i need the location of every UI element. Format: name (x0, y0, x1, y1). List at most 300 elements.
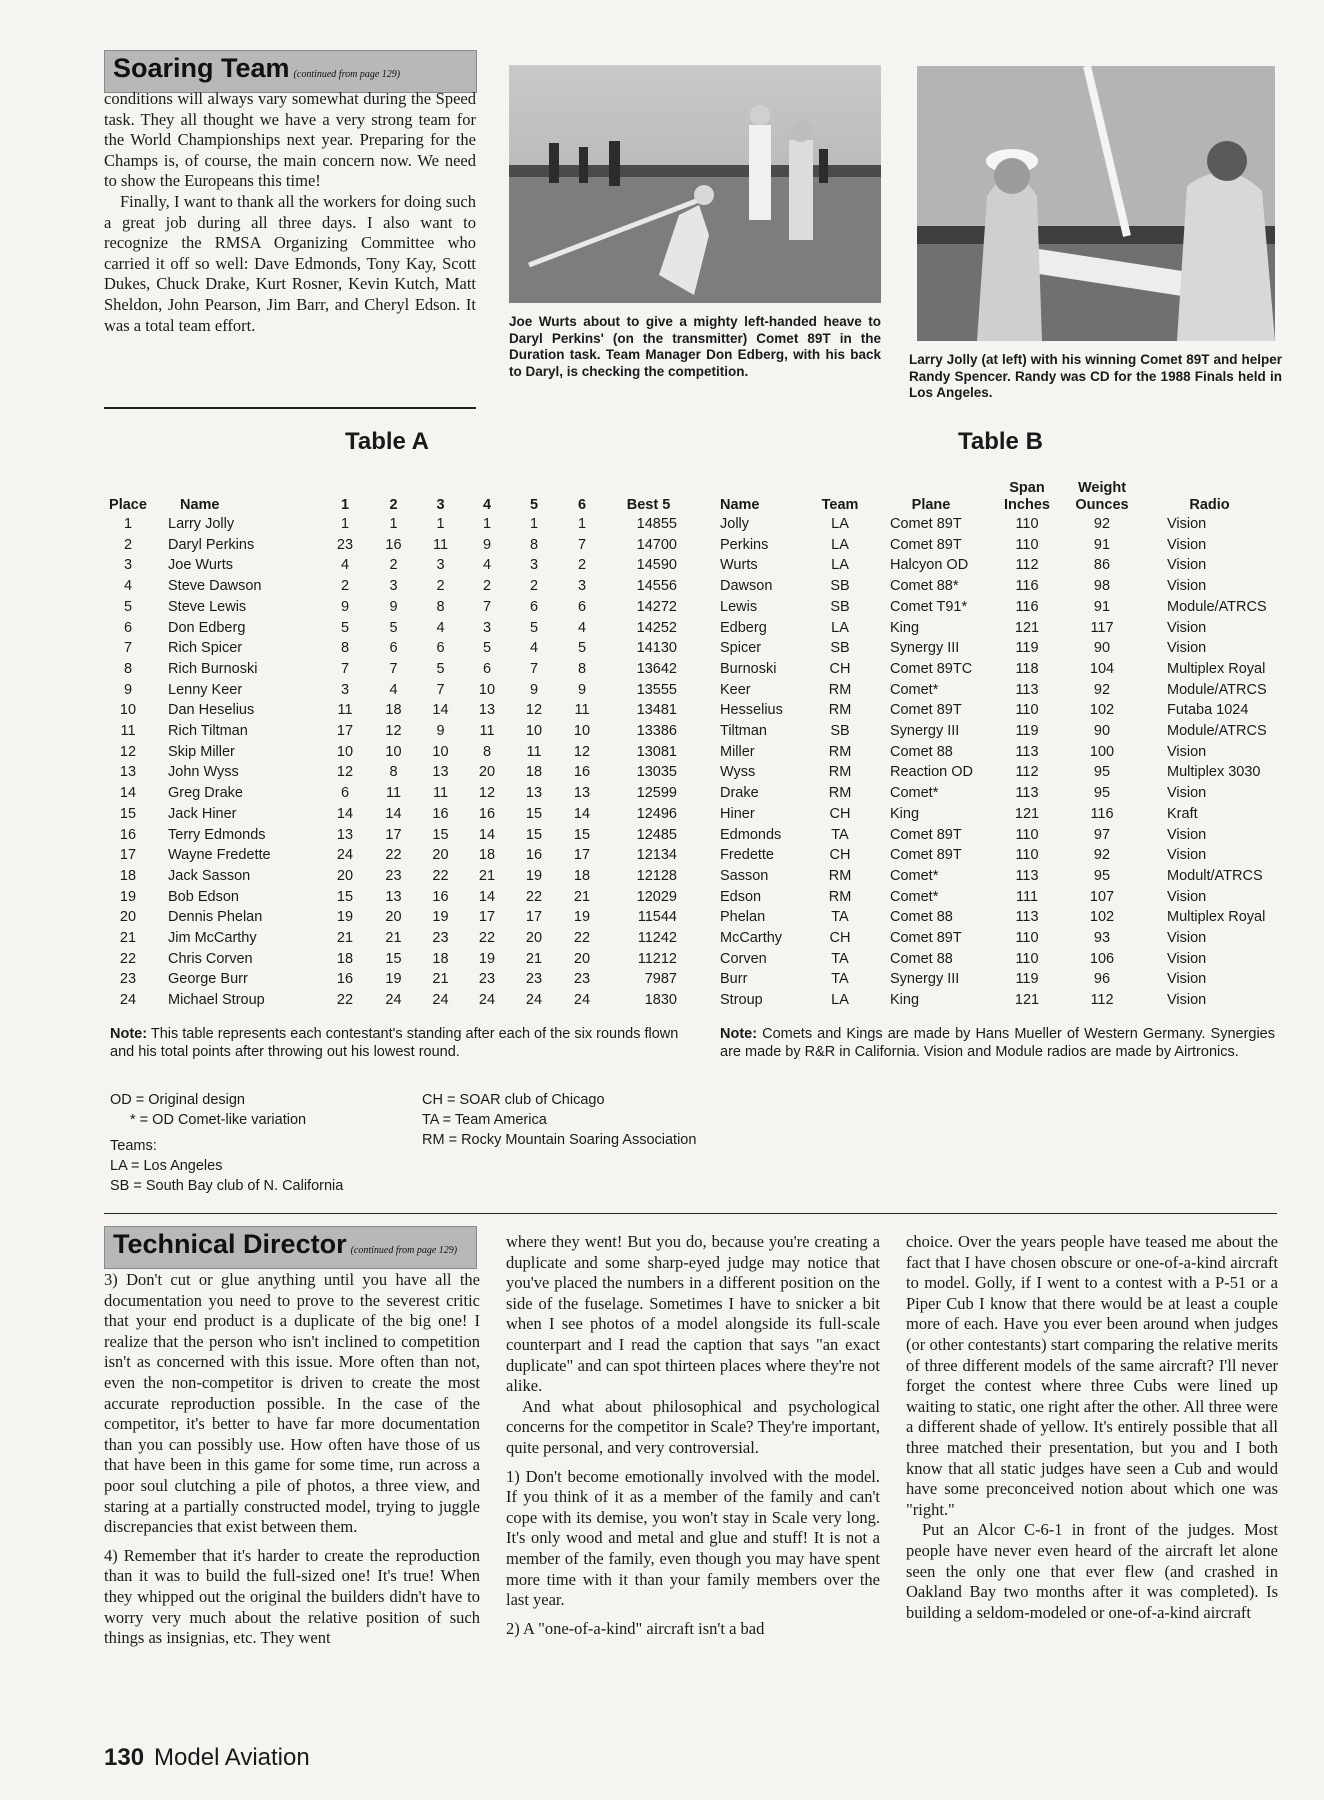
table-cell: Burr (720, 971, 748, 988)
paragraph: choice. Over the years people have teased me about the fact that I have chosen obscure or one-of-a-kind aircraft to model. Golly, if I went to a contest with a P-51 or a Piper Cub I know that there would be at least a couple more of each. Have you ever been around when judges (or other contestants) start comparing the relative merits of three different models of the same aircraft? I'll never forget the contest where three Cubs were lined up waiting to static, one right after the other. All three were a different shade of yellow. It's entirely possible that all three matched their presentation, but you and I both know that all static judges have seen a Cub and would have some preconceived notion about which one was "right." (906, 1232, 1278, 1519)
table-a-row (106, 638, 691, 659)
technical-column-3 (906, 1232, 1278, 1623)
table-cell: 116 (1015, 598, 1039, 615)
table-cell: 12 (336, 764, 354, 781)
page-number: 130 (104, 1744, 145, 1771)
table-cell: 19 (336, 909, 354, 926)
table-cell: 113 (1015, 867, 1039, 884)
table-cell: 13555 (636, 681, 677, 698)
table-cell: Vision (1167, 930, 1207, 947)
table-a-row (106, 680, 691, 701)
table-cell: LA (831, 619, 849, 636)
table-cell: 92 (1093, 847, 1111, 864)
table-cell: Comet 89T (890, 536, 962, 553)
table-cell: Perkins (720, 536, 769, 553)
table-cell: 1 (123, 516, 133, 532)
table-cell: 11544 (637, 909, 677, 926)
table-cell: 11242 (637, 930, 677, 947)
table-cell: LA (831, 516, 849, 532)
table-cell: 17 (385, 826, 402, 843)
table-cell: Hesselius (720, 702, 783, 719)
table-cell: CH (829, 660, 851, 677)
table-cell: George Burr (168, 971, 248, 988)
table-cell: 107 (1089, 888, 1115, 905)
table-cell: 20 (525, 930, 543, 947)
table-cell: 14 (573, 805, 591, 822)
table-cell: 95 (1093, 785, 1111, 802)
table-a-row (106, 659, 691, 680)
table-cell: 24 (478, 992, 496, 1009)
table-cell: 106 (1089, 950, 1115, 967)
table-cell: 19 (525, 867, 543, 884)
table-cell: 20 (336, 867, 354, 884)
table-cell: Comet* (890, 867, 939, 884)
paragraph: 3) Don't cut or glue anything until you have all the documentation you need to prove to the severest critic that your end product is a duplicate of the big one! I realize that the person who isn't inclined to competition isn't as concerned with this issue. More often than not, even the non-competitor is driven to create the most accurate reproduction possible. In the case of the competitor, it's better to have far more documentation than you can possibly use. How often have those of us that have been in this game for some time, run across a poor soul clutching a pile of photos, a three view, and staring at a partially constructed model, trying to juggle discrepancies that exist between them. (104, 1270, 480, 1537)
table-cell: Hiner (720, 805, 755, 822)
legend-entry: RM = Rocky Mountain Soaring Association (422, 1132, 697, 1148)
table-cell: 15 (432, 826, 449, 843)
col-header: 6 (577, 497, 587, 513)
table-b-row (715, 535, 1277, 556)
table-cell: 1830 (644, 992, 677, 1009)
table-b-row (715, 949, 1277, 970)
paragraph: conditions will always vary somewhat during the Speed task. They all thought we have a very strong team for the World Championships next year. Preparing for the Champs is, of course, the main concern now. We need to show the Europeans this time! (104, 89, 476, 191)
table-cell: 11 (574, 702, 590, 719)
table-cell: Comet 89T (890, 930, 962, 947)
table-a-row (106, 990, 691, 1011)
table-a-header-row (106, 462, 691, 514)
table-a-row (106, 700, 691, 721)
table-cell: Vision (1167, 640, 1207, 657)
table-b-row (715, 969, 1277, 990)
table-b (715, 462, 1277, 1011)
table-cell: 7 (529, 660, 539, 677)
table-cell: 12128 (636, 867, 677, 884)
table-cell: 6 (436, 640, 445, 657)
table-cell: McCarthy (720, 930, 783, 947)
table-cell: 20 (573, 950, 591, 967)
table-a-row (106, 928, 691, 949)
table-cell: 7 (577, 536, 587, 553)
table-cell: 7 (123, 640, 133, 657)
table-cell: 112 (1015, 557, 1039, 574)
table-cell: 18 (119, 867, 137, 884)
legend-entry: SB = South Bay club of N. California (110, 1178, 344, 1194)
table-cell: 7 (436, 681, 445, 698)
table-cell: TA (831, 826, 849, 843)
table-cell: 5 (529, 619, 539, 636)
table-cell: 13 (385, 888, 402, 905)
table-cell: Fredette (720, 847, 774, 864)
table-cell: Vision (1167, 785, 1207, 802)
table-cell: 24 (336, 847, 354, 864)
table-cell: 14130 (636, 640, 677, 657)
table-cell: 15 (385, 950, 402, 967)
table-b-header-row (715, 462, 1277, 514)
table-cell: 90 (1093, 640, 1111, 657)
table-cell: 2 (436, 578, 445, 595)
table-cell: TA (831, 909, 849, 926)
col-header: Team (821, 497, 859, 513)
table-cell: 23 (525, 971, 543, 988)
table-cell: 13035 (636, 764, 677, 781)
table-cell: Daryl Perkins (168, 536, 255, 553)
table-cell: 10 (385, 743, 402, 760)
table-cell: 121 (1014, 992, 1040, 1009)
table-cell: 110 (1015, 826, 1039, 843)
table-cell: RM (828, 743, 852, 760)
table-a-row (106, 618, 691, 639)
table-cell: 8 (123, 660, 133, 677)
table-cell: 14556 (636, 578, 677, 595)
table-a-row (106, 887, 691, 908)
table-b-row (715, 804, 1277, 825)
table-cell: RM (828, 702, 852, 719)
table-cell: 3 (482, 619, 492, 636)
table-cell: 8 (389, 764, 398, 781)
table-b-row (715, 990, 1277, 1011)
table-cell: King (890, 805, 920, 822)
table-cell: 16 (385, 536, 402, 553)
table-cell: Dan Heselius (168, 702, 255, 719)
table-b-row (715, 514, 1277, 535)
col-header: Radio (1189, 497, 1230, 513)
col-header: Weight Ounces (1075, 480, 1129, 513)
col-header: Best 5 (626, 497, 671, 513)
table-cell: Kraft (1167, 805, 1198, 822)
table-cell: 2 (482, 578, 492, 595)
table-cell: LA (831, 536, 849, 553)
table-cell: 9 (389, 598, 398, 615)
note-label: Note: (720, 1026, 758, 1042)
table-cell: 13 (525, 785, 543, 802)
col-header: Span Inches (1004, 480, 1050, 513)
table-cell: 22 (119, 950, 137, 967)
table-cell: 18 (336, 950, 354, 967)
table-cell: 91 (1093, 598, 1111, 615)
table-cell: Module/ATRCS (1167, 598, 1267, 615)
table-cell: Edmonds (720, 826, 782, 843)
table-cell: 14590 (636, 557, 677, 574)
table-cell: 116 (1015, 578, 1039, 595)
photo-image (917, 66, 1275, 341)
paragraph: Put an Alcor C-6-1 in front of the judges. Most people have never even heard of the aircraft let alone seen the only one that ever flew (and crashed in Oakland Bay two months after it was completed). Is building a seldom-modeled or one-of-a-kind aircraft (906, 1520, 1278, 1622)
table-cell: 13 (432, 764, 449, 781)
table-cell: Lenny Keer (168, 681, 243, 698)
table-a-row (106, 576, 691, 597)
table-cell: 24 (573, 992, 591, 1009)
col-header: Plane (911, 497, 951, 513)
table-cell: 5 (577, 640, 587, 657)
table-cell: 21 (119, 930, 137, 947)
table-cell: 4 (123, 578, 133, 595)
table-b-row (715, 742, 1277, 763)
table-cell: 10 (478, 681, 496, 698)
table-cell: 14252 (636, 619, 677, 636)
table-cell: 5 (482, 640, 492, 657)
table-cell: RM (828, 888, 852, 905)
table-a-row (106, 907, 691, 928)
table-cell: 93 (1093, 930, 1111, 947)
table-cell: Joe Wurts (168, 557, 234, 574)
table-cell: LA (831, 992, 849, 1009)
table-a-row (106, 949, 691, 970)
table-cell: 24 (119, 992, 137, 1009)
table-cell: 7 (389, 660, 398, 677)
table-cell: 90 (1093, 723, 1111, 740)
technical-director-title: Technical Director (113, 1229, 347, 1259)
table-cell: 11 (479, 723, 495, 740)
table-cell: 112 (1015, 764, 1039, 781)
table-cell: 24 (525, 992, 543, 1009)
table-cell: 3 (529, 557, 539, 574)
legend-entry: * = OD Comet-like variation (130, 1112, 307, 1128)
legend-entry: Teams: (110, 1138, 157, 1154)
table-cell: Dawson (720, 578, 773, 595)
table-b-row (715, 783, 1277, 804)
table-cell: 24 (385, 992, 402, 1009)
table-cell: Lewis (720, 598, 758, 615)
table-a-row (106, 721, 691, 742)
note-text: This table represents each contestant's standing after each of the six rounds flown and his total points after throwing out his lowest round. (110, 1026, 679, 1060)
table-cell: 7 (340, 660, 350, 677)
table-b-row (715, 887, 1277, 908)
table-cell: 1 (389, 516, 398, 532)
table-cell: 16 (432, 805, 449, 822)
legend-entry: LA = Los Angeles (110, 1158, 223, 1174)
col-header: Place (109, 497, 147, 513)
table-cell: Wurts (720, 557, 758, 574)
table-cell: 20 (432, 847, 449, 864)
table-cell: 10 (336, 743, 354, 760)
table-cell: 2 (529, 578, 539, 595)
table-cell: Multiplex Royal (1167, 909, 1266, 926)
table-cell: 1 (436, 516, 445, 532)
table-cell: 22 (385, 847, 402, 864)
note-text: Comets and Kings are made by Hans Mueller of Western Germany. Synergies are made by R&R in California. Vision and Module radios are made by Airtronics. (720, 1026, 1276, 1060)
table-cell: 10 (525, 723, 543, 740)
table-cell: Jolly (720, 516, 750, 532)
table-cell: 13481 (636, 702, 677, 719)
table-cell: 92 (1093, 681, 1111, 698)
paragraph: 2) A "one-of-a-kind" aircraft isn't a bad (506, 1618, 765, 1638)
table-cell: 18 (478, 847, 496, 864)
table-cell: 3 (340, 681, 350, 698)
table-cell: 14272 (636, 598, 677, 615)
table-cell: 16 (478, 805, 496, 822)
table-cell: 24 (432, 992, 449, 1009)
table-cell: 14 (432, 702, 449, 719)
table-cell: Vision (1167, 619, 1207, 636)
table-cell: 19 (573, 909, 591, 926)
table-cell: 23 (336, 536, 354, 553)
table-a-row (106, 742, 691, 763)
table-cell: 19 (385, 971, 402, 988)
table-cell: 22 (525, 888, 543, 905)
table-cell: 12 (573, 743, 591, 760)
table-cell: 11212 (637, 950, 677, 967)
table-b-row (715, 825, 1277, 846)
continued-note: (continued from page 129) (350, 1245, 458, 1256)
table-cell: 113 (1015, 743, 1039, 760)
table-cell: 20 (119, 909, 137, 926)
table-b-row (715, 845, 1277, 866)
table-cell: 18 (525, 764, 543, 781)
table-cell: 10 (432, 743, 449, 760)
table-cell: Module/ATRCS (1167, 681, 1267, 698)
table-cell: 13 (478, 702, 496, 719)
table-cell: 21 (432, 971, 449, 988)
table-cell: LA (831, 557, 849, 574)
table-cell: 91 (1093, 536, 1111, 553)
table-cell: 16 (336, 971, 354, 988)
table-cell: 18 (432, 950, 449, 967)
table-cell: 17 (573, 847, 591, 864)
table-cell: 104 (1089, 660, 1115, 677)
table-cell: 4 (482, 557, 492, 574)
table-cell: Comet T91* (890, 598, 968, 615)
continued-note: (continued from page 129) (293, 69, 401, 80)
table-a-note (110, 1025, 680, 1061)
table-b-row (715, 597, 1277, 618)
table-cell: 12 (385, 723, 402, 740)
table-cell: 17 (478, 909, 496, 926)
table-cell: Corven (720, 950, 767, 967)
table-cell: 22 (336, 992, 354, 1009)
table-cell: 15 (336, 888, 354, 905)
table-cell: King (890, 619, 920, 636)
table-a-row (106, 969, 691, 990)
table-cell: 22 (573, 930, 591, 947)
table-cell: SB (830, 578, 850, 595)
paragraph: 4) Remember that it's harder to create the reproduction than it was to build the full-sized one! It's true! When they whipped out the original the builders didn't have to worry very much about the relative position of such things as insignias, etc. They went (104, 1545, 480, 1648)
table-cell: 4 (577, 619, 587, 636)
col-header: 2 (389, 497, 398, 513)
table-cell: 2 (389, 557, 398, 574)
table-cell: 112 (1090, 992, 1114, 1009)
table-cell: 102 (1089, 702, 1115, 719)
table-cell: 14 (478, 888, 496, 905)
table-cell: 11 (526, 743, 542, 760)
table-cell: 113 (1015, 681, 1039, 698)
table-cell: 14 (478, 826, 496, 843)
col-header: 4 (482, 497, 492, 513)
table-cell: SB (830, 723, 850, 740)
table-b-row (715, 618, 1277, 639)
table-cell: 12 (525, 702, 543, 719)
table-b-title: Table B (958, 428, 1043, 455)
table-cell: 118 (1015, 660, 1039, 677)
table-b-row (715, 659, 1277, 680)
table-cell: Jim McCarthy (168, 930, 257, 947)
table-cell: Comet* (890, 888, 939, 905)
table-cell: Comet 88 (890, 743, 953, 760)
table-cell: Miller (720, 743, 755, 760)
table-cell: 8 (529, 536, 539, 553)
table-cell: 15 (525, 805, 543, 822)
table-cell: 15 (525, 826, 543, 843)
table-cell: 9 (482, 536, 492, 553)
table-cell: Steve Dawson (168, 578, 262, 595)
table-cell: 12029 (636, 888, 677, 905)
technical-column-1 (104, 1270, 480, 1649)
table-cell: 9 (340, 598, 350, 615)
table-cell: SB (830, 640, 850, 657)
paragraph: where they went! But you do, because you're creating a duplicate and some sharp-eyed judge may notice that you've placed the numbers in a different position on the side of the fuselage. Sometimes I have to snicker a bit when I see photos of a model alongside its full-scale counterpart and I read the caption that says "an exact duplicate" and can spot thirteen places where they're not alike. (506, 1232, 880, 1396)
table-cell: 22 (478, 930, 496, 947)
table-cell: Vision (1167, 971, 1207, 988)
table-cell: Bob Edson (168, 888, 239, 905)
table-cell: RM (828, 764, 852, 781)
soaring-team-title: Soaring Team (113, 53, 290, 83)
table-cell: Synergy III (890, 723, 960, 740)
section-divider (104, 1213, 1277, 1214)
table-cell: 20 (478, 764, 496, 781)
table-cell: CH (829, 847, 851, 864)
table-cell: 113 (1015, 785, 1039, 802)
table-cell: 11 (385, 785, 402, 802)
table-cell: 7987 (644, 971, 677, 988)
table-cell: Module/ATRCS (1167, 723, 1267, 740)
table-cell: 95 (1093, 867, 1111, 884)
table-cell: 8 (436, 598, 445, 615)
table-cell: 10 (119, 702, 137, 719)
table-cell: 2 (577, 557, 587, 574)
table-b-row (715, 762, 1277, 783)
table-cell: 6 (123, 619, 133, 636)
table-cell: 3 (123, 557, 133, 574)
table-cell: 17 (336, 723, 354, 740)
table-cell: 13081 (636, 743, 677, 760)
table-cell: 11 (432, 536, 449, 553)
table-cell: TA (831, 950, 849, 967)
table-cell: 11 (120, 723, 136, 740)
table-cell: 16 (525, 847, 543, 864)
table-cell: Vision (1167, 847, 1207, 864)
table-cell: 7 (482, 598, 492, 615)
technical-director-header (104, 1226, 477, 1269)
table-cell: 11 (337, 702, 353, 719)
legend-column-1 (110, 1090, 343, 1196)
section-divider (104, 407, 476, 409)
table-b-row (715, 576, 1277, 597)
table-cell: 4 (389, 681, 398, 698)
table-cell: 1 (577, 516, 587, 532)
table-cell: 8 (577, 660, 587, 677)
table-cell: Comet 88 (890, 950, 953, 967)
table-cell: Comet 88 (890, 909, 953, 926)
table-cell: 15 (119, 805, 137, 822)
table-a-row (106, 555, 691, 576)
table-cell: 1 (340, 516, 350, 532)
table-cell: 116 (1090, 805, 1114, 822)
paragraph: 1) Don't become emotionally involved with the model. If you think of it as a member of the family and can't cope with its demise, you won't stay in Scale very long. It's only wood and metal and glue and stuff! It is not a member of the family, even though you may have spent more time with it than your family members over the last year. (506, 1466, 880, 1610)
table-cell: 6 (577, 598, 587, 615)
table-cell: 12134 (636, 847, 677, 864)
table-b-row (715, 555, 1277, 576)
photo-1-caption: Joe Wurts about to give a mighty left-handed heave to Daryl Perkins' (on the transmitter) Comet 89T in the Duration task. Team Manager Don Edberg, with his back to Daryl, is checking the competition. (509, 314, 881, 379)
table-cell: 6 (389, 640, 398, 657)
table-cell: 21 (573, 888, 591, 905)
table-cell: Comet 89T (890, 516, 962, 532)
table-a-row (106, 762, 691, 783)
table-cell: Steve Lewis (168, 598, 247, 615)
table-cell: Burnoski (720, 660, 777, 677)
table-cell: 98 (1093, 578, 1111, 595)
col-header: Name (180, 497, 220, 513)
table-cell: 3 (436, 557, 445, 574)
table-cell: 3 (577, 578, 587, 595)
